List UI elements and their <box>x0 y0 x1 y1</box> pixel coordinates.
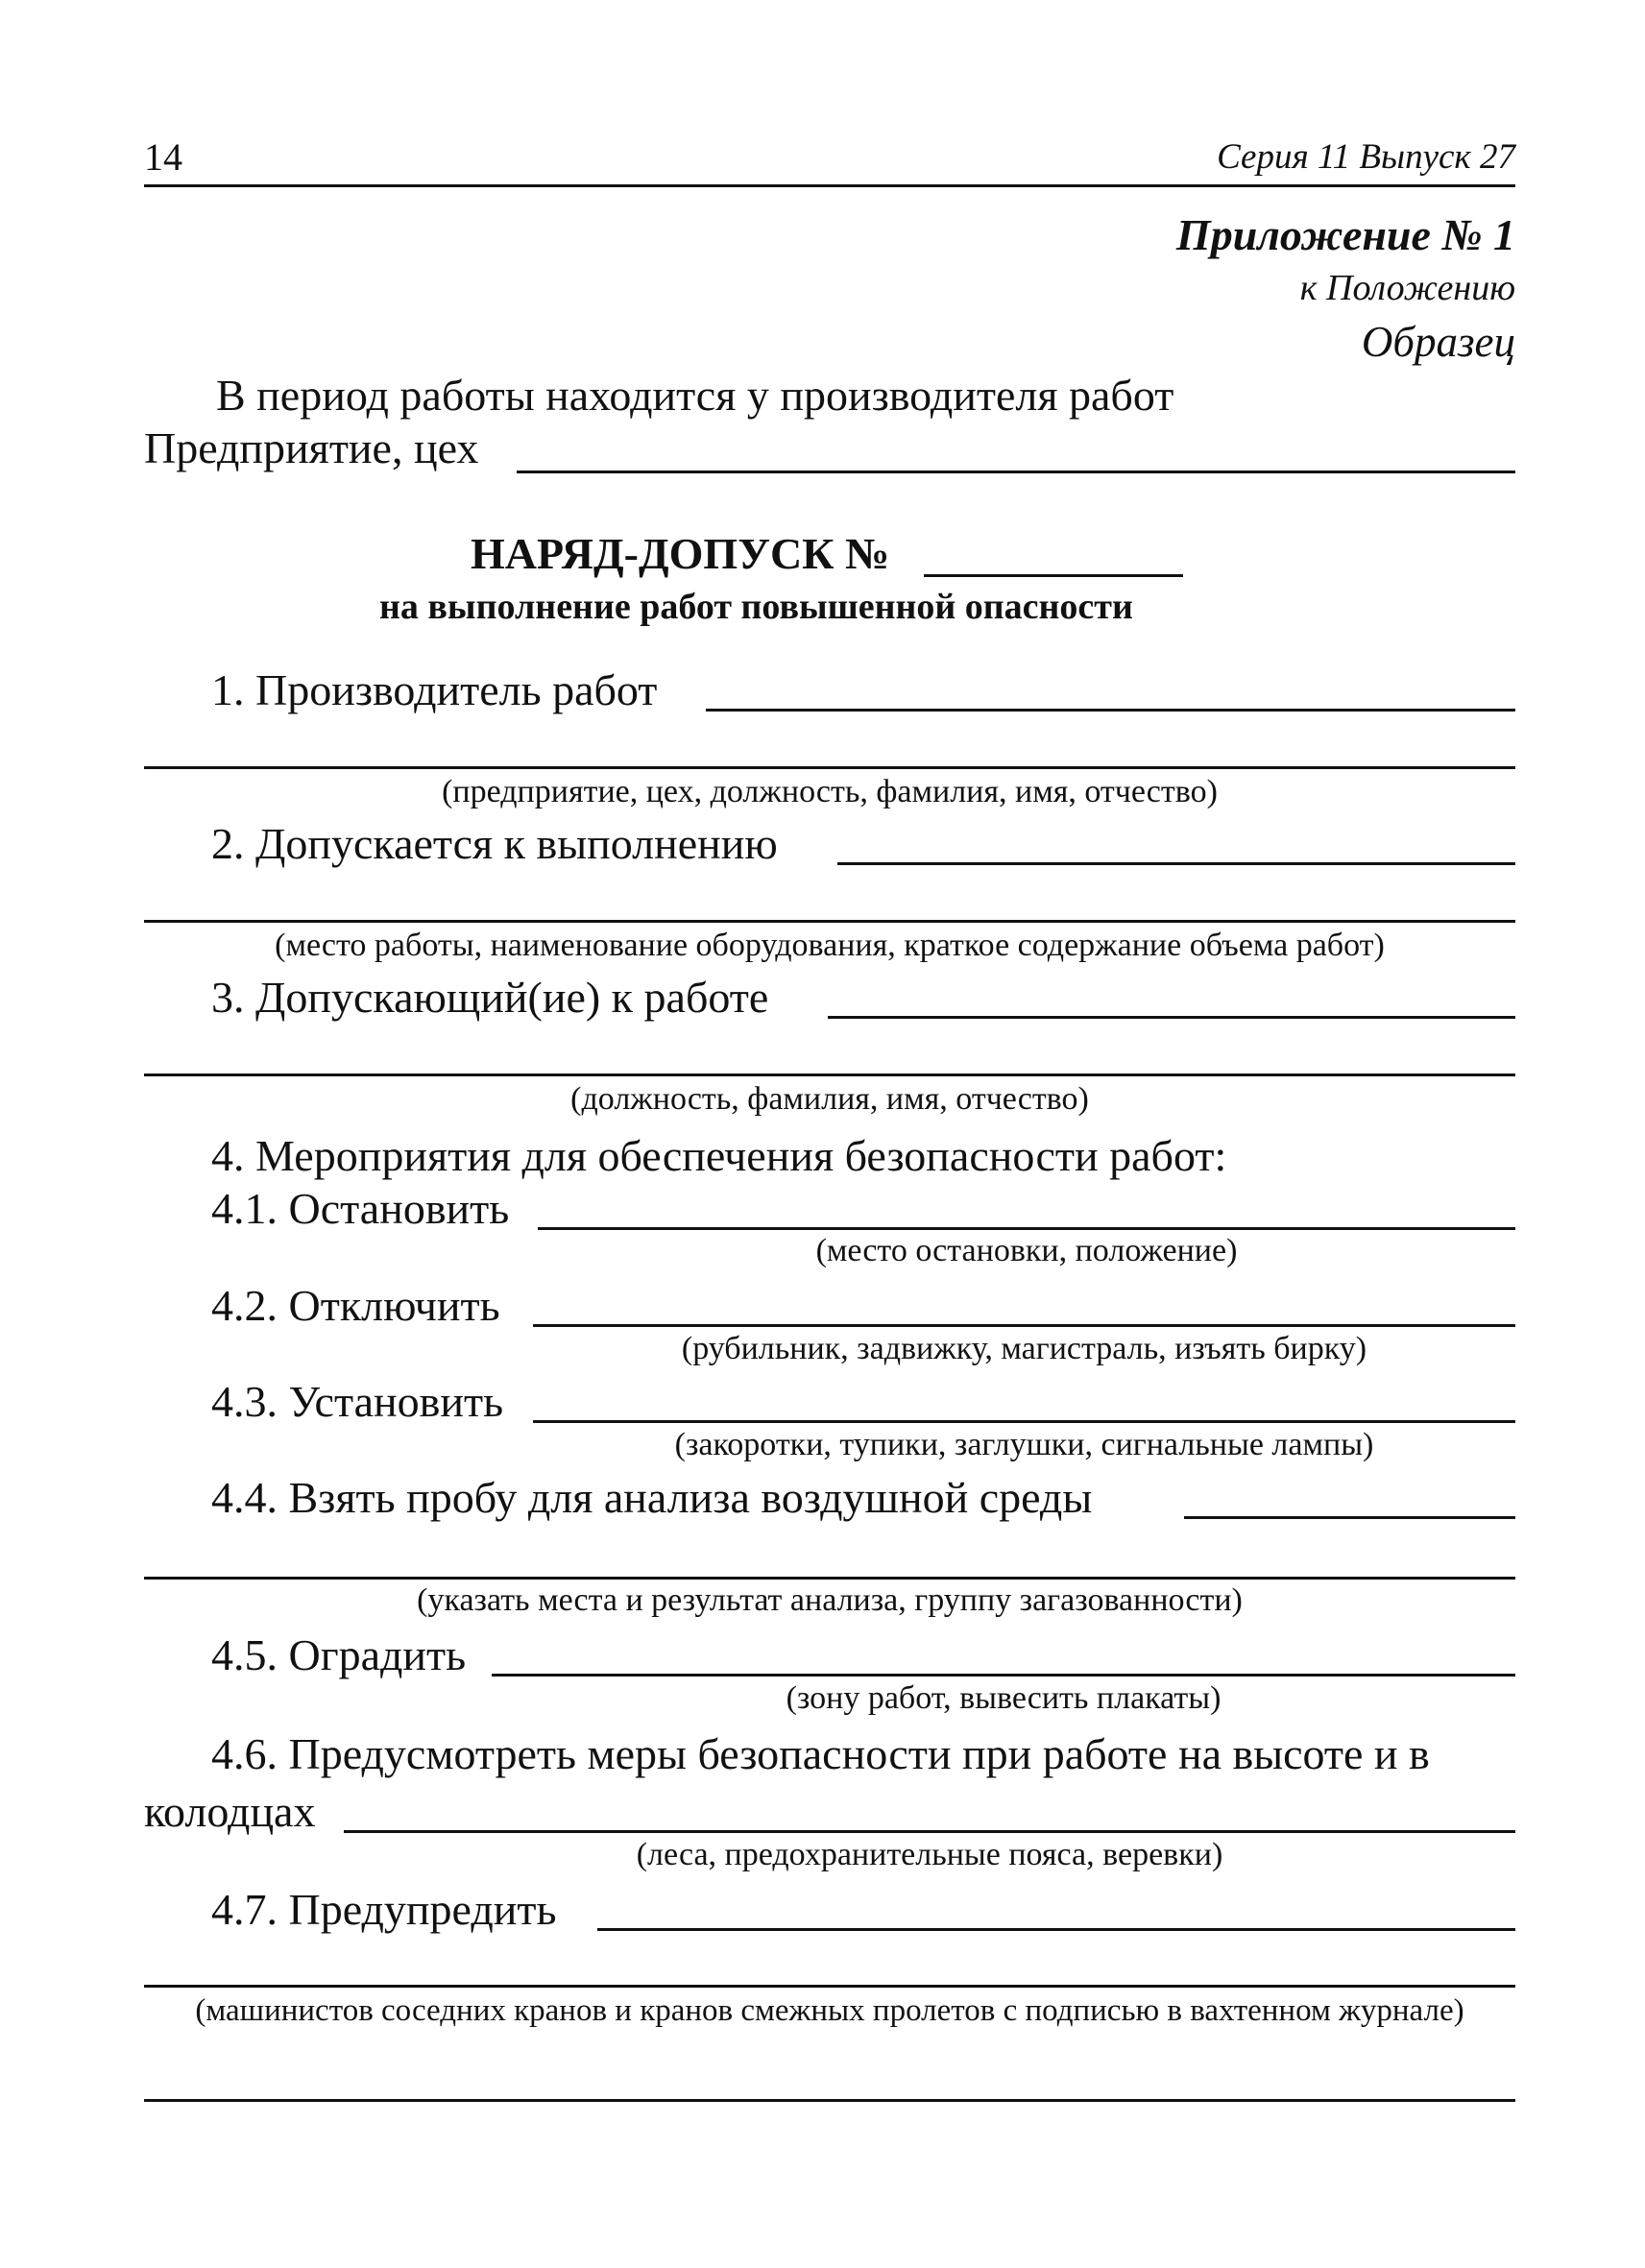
enterprise-field[interactable] <box>517 470 1515 473</box>
item-4-7-field-2[interactable] <box>144 1985 1515 1988</box>
item-3-field-2[interactable] <box>144 1074 1515 1076</box>
item-1-label: 1. Производитель работ <box>211 665 658 714</box>
item-4-6-label-2: колодцах <box>144 1787 316 1836</box>
item-4-4-label: 4.4. Взять пробу для анализа воздушной среды <box>211 1473 1093 1522</box>
item-4-2-field[interactable] <box>533 1324 1515 1327</box>
item-3-label: 3. Допускающий(ие) к работе <box>211 973 769 1022</box>
item-4-5-label: 4.5. Оградить <box>211 1630 467 1679</box>
appendix-subtitle: к Положению <box>1299 268 1515 308</box>
item-4-4-field[interactable] <box>1184 1516 1515 1519</box>
item-4-5-caption: (зону работ, вывесить плакаты) <box>786 1680 1222 1716</box>
item-2-label: 2. Допускается к выполнению <box>211 819 778 868</box>
item-1-caption: (предприятие, цех, должность, фамилия, имя, отчество) <box>442 774 1218 809</box>
item-2-field-2[interactable] <box>144 920 1515 923</box>
series-label: Серия 11 Выпуск 27 <box>1217 137 1515 177</box>
permit-title: НАРЯД-ДОПУСК № <box>471 529 890 578</box>
item-4-2-caption: (рубильник, задвижку, магистраль, изъять бирку) <box>681 1331 1367 1366</box>
item-4-heading: 4. Мероприятия для обеспечения безопасности работ: <box>211 1131 1227 1180</box>
item-4-4-caption: (указать места и результат анализа, группу загазованности) <box>417 1582 1243 1618</box>
item-4-6-label: 4.6. Предусмотреть меры безопасности при работе на высоте и в <box>211 1729 1430 1778</box>
appendix-sample: Образец <box>1361 318 1515 366</box>
intro-text: В период работы находится у производителя работ <box>216 371 1174 420</box>
item-4-3-caption: (закоротки, тупики, заглушки, сигнальные лампы) <box>674 1427 1374 1462</box>
item-3-field[interactable] <box>828 1016 1515 1019</box>
item-4-1-field[interactable] <box>538 1227 1515 1230</box>
item-4-1-label: 4.1. Остановить <box>211 1184 510 1233</box>
permit-subtitle: на выполнение работ повышенной опасности <box>379 587 1133 627</box>
item-1-field-2[interactable] <box>144 766 1515 769</box>
item-1-field[interactable] <box>706 709 1515 712</box>
item-4-3-label: 4.3. Установить <box>211 1377 504 1426</box>
item-4-7-caption: (машинистов соседних кранов и кранов смежных пролетов с подписью в вахтенном журнале) <box>195 1993 1464 2028</box>
appendix-title: Приложение № 1 <box>1175 210 1515 259</box>
item-4-2-label: 4.2. Отключить <box>211 1281 500 1330</box>
item-2-caption: (место работы, наименование оборудования, краткое содержание объема работ) <box>275 928 1385 963</box>
item-4-6-caption: (леса, предохранительные пояса, веревки) <box>636 1837 1223 1872</box>
item-4-6-field[interactable] <box>344 1830 1515 1833</box>
enterprise-label: Предприятие, цех <box>144 423 479 472</box>
item-2-field[interactable] <box>837 862 1515 865</box>
item-4-7-field-3[interactable] <box>144 2099 1515 2102</box>
item-4-4-field-2[interactable] <box>144 1577 1515 1580</box>
item-4-7-label: 4.7. Предупредить <box>211 1885 557 1934</box>
item-4-3-field[interactable] <box>533 1420 1515 1423</box>
item-4-7-field[interactable] <box>597 1928 1515 1931</box>
header-rule <box>144 184 1515 187</box>
item-4-5-field[interactable] <box>492 1674 1515 1677</box>
page-number: 14 <box>144 135 182 179</box>
item-4-1-caption: (место остановки, положение) <box>815 1233 1238 1268</box>
permit-number-field[interactable] <box>924 574 1183 577</box>
item-3-caption: (должность, фамилия, имя, отчество) <box>570 1081 1089 1117</box>
